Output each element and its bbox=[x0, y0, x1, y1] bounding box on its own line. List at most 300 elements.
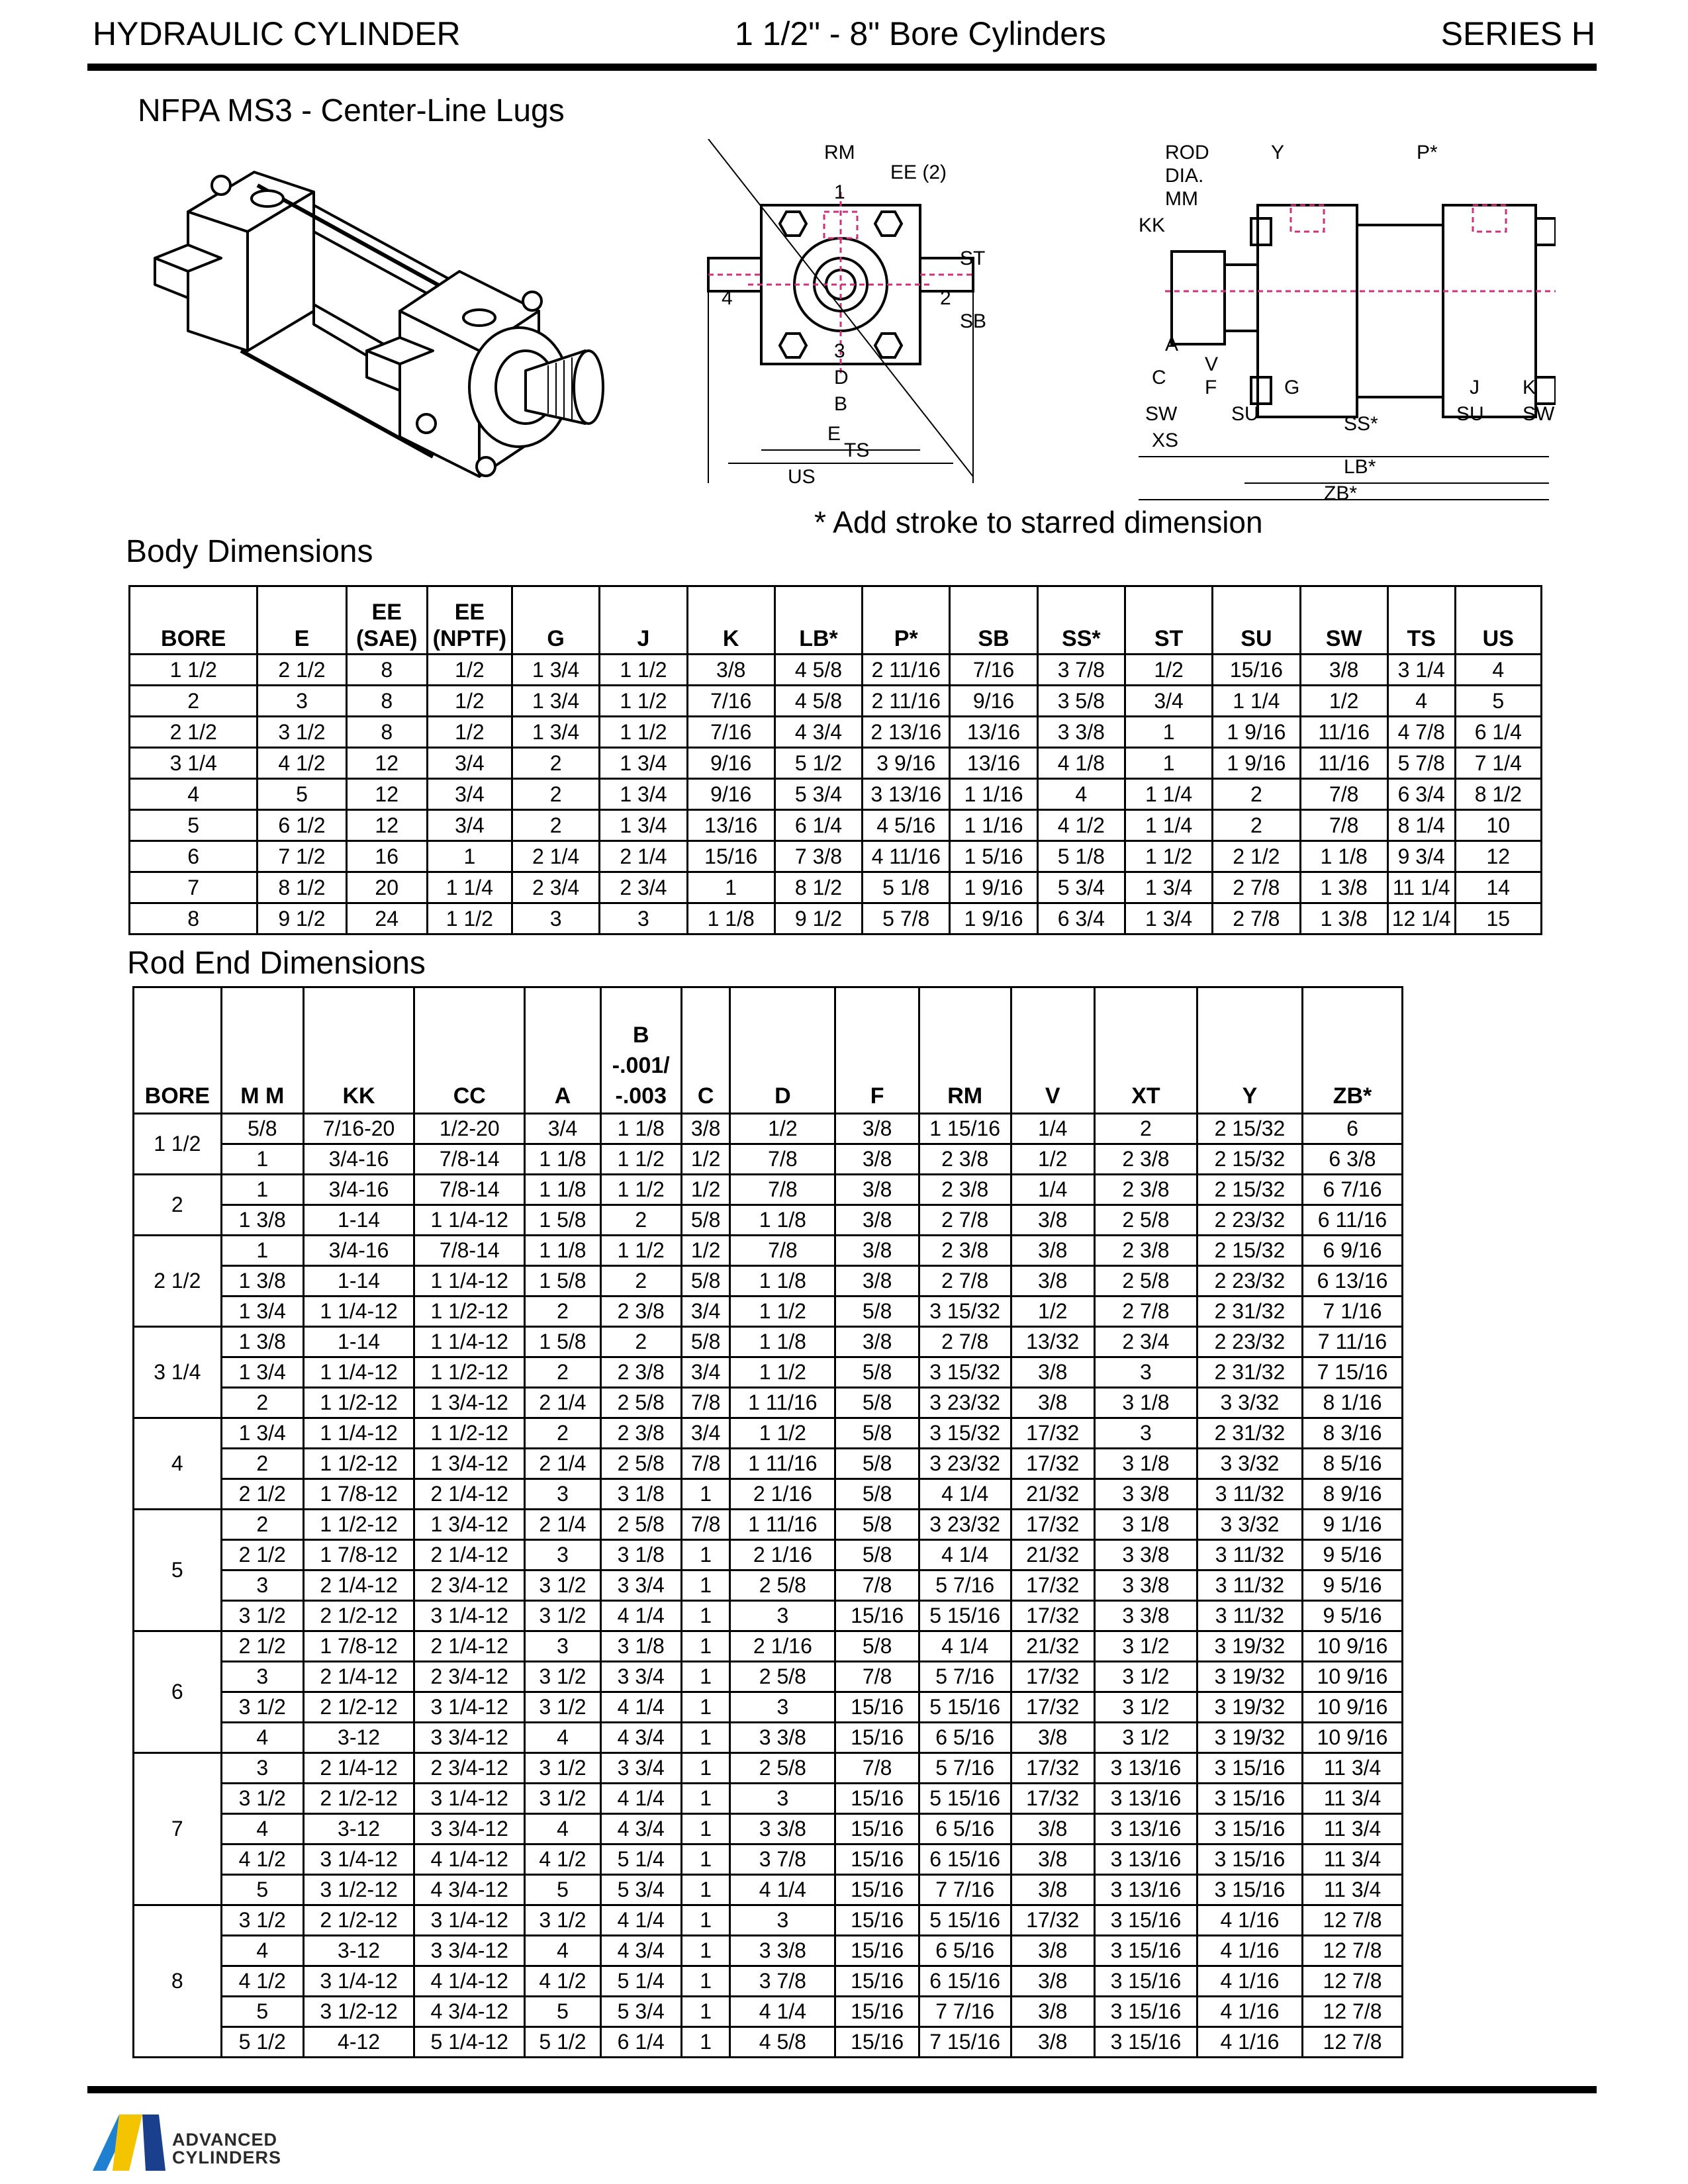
table-cell: 7 15/16 bbox=[919, 2027, 1011, 2058]
table-row bbox=[134, 1905, 1403, 1936]
table-cell: 1 bbox=[681, 1662, 729, 1692]
bore-group-cell: 3 1/4 bbox=[134, 1327, 222, 1418]
table-cell: 3 1/2 bbox=[221, 1692, 303, 1723]
table-row bbox=[134, 1236, 1403, 1266]
table-cell: 3/4 bbox=[681, 1297, 729, 1327]
svg-text:SS*: SS* bbox=[1344, 413, 1378, 435]
table-cell: 3 23/32 bbox=[919, 1510, 1011, 1540]
body-header-text: J bbox=[637, 626, 650, 651]
table-cell: 11 3/4 bbox=[1303, 1875, 1403, 1905]
table-cell: 4 1/4 bbox=[919, 1479, 1011, 1510]
table-row bbox=[134, 2027, 1403, 2058]
table-cell: 1 1/2 bbox=[730, 1297, 835, 1327]
table-cell: 3 7/8 bbox=[730, 1844, 835, 1875]
table-cell: 1 1/8 bbox=[525, 1175, 600, 1205]
table-row bbox=[134, 1570, 1403, 1601]
table-cell: 2 3/8 bbox=[919, 1175, 1011, 1205]
table-cell: 3/8 bbox=[1011, 1266, 1094, 1297]
table-cell: 5/8 bbox=[835, 1357, 919, 1388]
table-cell: 1 1/8 bbox=[730, 1327, 835, 1357]
rod-header-text: A bbox=[554, 1083, 571, 1109]
table-cell: 1 bbox=[1125, 748, 1212, 779]
table-cell: 4 1/4 bbox=[919, 1631, 1011, 1662]
table-cell: 1 1/16 bbox=[950, 810, 1037, 841]
table-cell: 3 1/2 bbox=[525, 1905, 600, 1936]
table-cell: 5 bbox=[1455, 686, 1541, 717]
table-cell: 8 bbox=[346, 686, 427, 717]
table-cell: 7 11/16 bbox=[1303, 1327, 1403, 1357]
table-cell: 3 bbox=[730, 1601, 835, 1631]
table-cell: 4 1/16 bbox=[1197, 2027, 1302, 2058]
svg-text:B: B bbox=[834, 393, 848, 415]
table-cell: 12 7/8 bbox=[1303, 2027, 1403, 2058]
table-cell: 2 1/4-12 bbox=[303, 1662, 414, 1692]
table-cell: 2 23/32 bbox=[1197, 1266, 1302, 1297]
table-cell: 6 9/16 bbox=[1303, 1236, 1403, 1266]
table-cell: 5 3/4 bbox=[600, 1997, 681, 2027]
table-cell: 10 9/16 bbox=[1303, 1662, 1403, 1692]
table-cell: 3/8 bbox=[835, 1175, 919, 1205]
table-cell: 4 1/4 bbox=[730, 1875, 835, 1905]
bore-group-cell: 5 bbox=[134, 1510, 222, 1631]
rod-header-text: F bbox=[870, 1083, 884, 1109]
table-cell: 4 bbox=[525, 1723, 600, 1753]
table-cell: 15/16 bbox=[687, 841, 774, 872]
table-cell: 7/8 bbox=[1300, 779, 1387, 810]
table-cell: 4 bbox=[221, 1723, 303, 1753]
table-cell: 21/32 bbox=[1011, 1479, 1094, 1510]
table-cell: 4 5/8 bbox=[774, 686, 862, 717]
svg-text:J: J bbox=[1470, 377, 1479, 398]
table-cell: 2 11/16 bbox=[863, 655, 950, 686]
table-cell: 1 bbox=[681, 1875, 729, 1905]
body-header-cell bbox=[950, 586, 1037, 655]
table-cell: 3/8 bbox=[1300, 655, 1387, 686]
table-cell: 7/8 bbox=[835, 1570, 919, 1601]
table-cell: 1 1/4-12 bbox=[303, 1297, 414, 1327]
table-cell: 1-14 bbox=[303, 1205, 414, 1236]
table-cell: 1 bbox=[681, 2027, 729, 2058]
body-header-text: US bbox=[1482, 626, 1514, 651]
table-cell: 1 3/4 bbox=[512, 717, 600, 748]
table-cell: 15/16 bbox=[835, 1875, 919, 1905]
table-cell: 1/2 bbox=[730, 1114, 835, 1144]
table-cell: 3 7/8 bbox=[730, 1966, 835, 1997]
table-row bbox=[130, 810, 1542, 841]
table-cell: 4 3/4-12 bbox=[414, 1997, 525, 2027]
table-cell: 3 19/32 bbox=[1197, 1662, 1302, 1692]
table-cell: 4 11/16 bbox=[863, 841, 950, 872]
table-cell: 2 1/2-12 bbox=[303, 1784, 414, 1814]
table-cell: 1 11/16 bbox=[730, 1510, 835, 1540]
table-row bbox=[134, 1814, 1403, 1844]
table-cell: 3 3/4 bbox=[600, 1570, 681, 1601]
rod-header-cell bbox=[303, 987, 414, 1114]
table-cell: 3 1/2 bbox=[525, 1662, 600, 1692]
table-cell: 9/16 bbox=[687, 779, 774, 810]
table-cell: 6 bbox=[1303, 1114, 1403, 1144]
table-cell: 1 1/4-12 bbox=[414, 1205, 525, 1236]
body-header-text: P* bbox=[894, 626, 918, 651]
table-cell: 6 11/16 bbox=[1303, 1205, 1403, 1236]
table-cell: 3 3/8 bbox=[1094, 1479, 1197, 1510]
table-cell: 3 23/32 bbox=[919, 1449, 1011, 1479]
table-cell: 4 bbox=[1387, 686, 1455, 717]
table-row bbox=[134, 1601, 1403, 1631]
table-cell: 6 15/16 bbox=[919, 1844, 1011, 1875]
table-cell: 2 5/8 bbox=[1094, 1205, 1197, 1236]
table-cell: 5 bbox=[525, 1875, 600, 1905]
rod-header-cell bbox=[681, 987, 729, 1114]
table-cell: 1/4 bbox=[1011, 1114, 1094, 1144]
table-cell: 1/2 bbox=[1011, 1144, 1094, 1175]
table-cell: 4 1/16 bbox=[1197, 1905, 1302, 1936]
table-row bbox=[130, 841, 1542, 872]
header-subtitle: 1 1/2" - 8" Bore Cylinders bbox=[735, 15, 1106, 52]
table-cell: 1 9/16 bbox=[1213, 717, 1300, 748]
svg-text:US: US bbox=[788, 466, 816, 488]
table-cell: 7/16 bbox=[950, 655, 1037, 686]
table-cell: 3 bbox=[730, 1784, 835, 1814]
table-cell: 15/16 bbox=[835, 1966, 919, 1997]
rod-header-cell bbox=[600, 987, 681, 1114]
table-cell: 5 1/4-12 bbox=[414, 2027, 525, 2058]
table-cell: 1 bbox=[221, 1236, 303, 1266]
table-row bbox=[130, 717, 1542, 748]
table-cell: 5/8 bbox=[835, 1297, 919, 1327]
table-cell: 1 bbox=[681, 1784, 729, 1814]
table-row bbox=[134, 1966, 1403, 1997]
table-cell: 12 7/8 bbox=[1303, 1905, 1403, 1936]
table-cell: 6 bbox=[130, 841, 258, 872]
table-cell: 3 1/2 bbox=[221, 1601, 303, 1631]
table-cell: 12 bbox=[1455, 841, 1541, 872]
bore-group-cell: 2 1/2 bbox=[134, 1236, 222, 1327]
svg-text:2: 2 bbox=[940, 287, 951, 309]
table-cell: 2 1/2 bbox=[130, 717, 258, 748]
table-cell: 3/4 bbox=[427, 779, 512, 810]
table-cell: 3/4-16 bbox=[303, 1144, 414, 1175]
table-cell: 5 1/2 bbox=[525, 2027, 600, 2058]
table-cell: 8 bbox=[346, 655, 427, 686]
table-cell: 2 15/32 bbox=[1197, 1175, 1302, 1205]
table-row bbox=[134, 1144, 1403, 1175]
table-cell: 2 5/8 bbox=[730, 1662, 835, 1692]
table-cell: 5/8 bbox=[835, 1540, 919, 1570]
body-header-text: SU bbox=[1241, 626, 1272, 651]
svg-text:K: K bbox=[1523, 377, 1536, 398]
table-cell: 17/32 bbox=[1011, 1570, 1094, 1601]
table-cell: 5 bbox=[221, 1875, 303, 1905]
table-cell: 1/2 bbox=[681, 1236, 729, 1266]
table-cell: 2 31/32 bbox=[1197, 1297, 1302, 1327]
table-cell: 10 9/16 bbox=[1303, 1692, 1403, 1723]
table-cell: 2 3/8 bbox=[919, 1144, 1011, 1175]
body-header-text: LB* bbox=[799, 626, 838, 651]
table-cell: 5 7/8 bbox=[863, 903, 950, 934]
svg-text:C: C bbox=[1152, 367, 1166, 388]
svg-text:ROD: ROD bbox=[1165, 142, 1209, 163]
table-cell: 17/32 bbox=[1011, 1905, 1094, 1936]
table-cell: 15/16 bbox=[835, 1601, 919, 1631]
table-row bbox=[134, 1327, 1403, 1357]
table-cell: 1/2 bbox=[427, 717, 512, 748]
table-cell: 3 1/2 bbox=[1094, 1692, 1197, 1723]
table-cell: 15/16 bbox=[835, 1784, 919, 1814]
table-cell: 1 3/4 bbox=[1125, 872, 1212, 903]
table-cell: 1 bbox=[681, 1601, 729, 1631]
table-cell: 3 bbox=[1094, 1357, 1197, 1388]
table-cell: 2 7/8 bbox=[919, 1327, 1011, 1357]
table-cell: 7/8-14 bbox=[414, 1144, 525, 1175]
body-header-text: SS* bbox=[1062, 626, 1101, 651]
svg-text:KK: KK bbox=[1139, 214, 1166, 236]
table-cell: 9 1/16 bbox=[1303, 1510, 1403, 1540]
table-cell: 9 1/2 bbox=[258, 903, 346, 934]
table-cell: 1 1/8 bbox=[730, 1205, 835, 1236]
table-cell: 2 1/2-12 bbox=[303, 1601, 414, 1631]
table-cell: 4 bbox=[221, 1814, 303, 1844]
table-cell: 3 1/2 bbox=[1094, 1662, 1197, 1692]
table-cell: 1 1/2 bbox=[600, 717, 687, 748]
table-cell: 7/8 bbox=[681, 1510, 729, 1540]
table-cell: 2 bbox=[600, 1205, 681, 1236]
body-header-text: SB bbox=[978, 626, 1009, 651]
table-cell: 6 3/4 bbox=[1387, 779, 1455, 810]
table-cell: 13/16 bbox=[687, 810, 774, 841]
table-cell: 2 bbox=[1213, 810, 1300, 841]
table-cell: 2 1/4-12 bbox=[414, 1540, 525, 1570]
table-cell: 4 1/8 bbox=[1037, 748, 1125, 779]
table-row bbox=[130, 903, 1542, 934]
table-cell: 1 3/4 bbox=[600, 748, 687, 779]
table-cell: 1 3/4 bbox=[512, 655, 600, 686]
table-cell: 2 23/32 bbox=[1197, 1327, 1302, 1357]
table-cell: 3 3/32 bbox=[1197, 1449, 1302, 1479]
header-title: HYDRAULIC CYLINDER bbox=[93, 15, 461, 52]
table-cell: 5 15/16 bbox=[919, 1905, 1011, 1936]
table-cell: 4 5/8 bbox=[730, 2027, 835, 2058]
svg-text:G: G bbox=[1284, 377, 1300, 398]
table-cell: 21/32 bbox=[1011, 1540, 1094, 1570]
table-cell: 2 23/32 bbox=[1197, 1205, 1302, 1236]
table-cell: 2 1/16 bbox=[730, 1631, 835, 1662]
table-cell: 2 1/4 bbox=[525, 1449, 600, 1479]
table-cell: 3 bbox=[221, 1570, 303, 1601]
table-cell: 3/8 bbox=[1011, 1997, 1094, 2027]
table-cell: 5/8 bbox=[221, 1114, 303, 1144]
table-cell: 1 1/2 bbox=[600, 1175, 681, 1205]
table-cell: 4 1/2 bbox=[525, 1966, 600, 1997]
body-header-text: SW bbox=[1325, 626, 1362, 651]
table-cell: 5 15/16 bbox=[919, 1784, 1011, 1814]
table-cell: 11 3/4 bbox=[1303, 1814, 1403, 1844]
table-cell: 2 bbox=[600, 1266, 681, 1297]
body-header-text: BORE bbox=[161, 626, 226, 651]
table-cell: 2 1/4 bbox=[600, 841, 687, 872]
table-cell: 8 1/16 bbox=[1303, 1388, 1403, 1418]
table-cell: 1 bbox=[681, 1753, 729, 1784]
rod-header-text: CC bbox=[453, 1083, 486, 1109]
rod-header-text: -.003 bbox=[615, 1083, 667, 1109]
table-cell: 7/8 bbox=[681, 1449, 729, 1479]
body-table-header-row bbox=[130, 586, 1542, 655]
table-row bbox=[134, 1753, 1403, 1784]
table-cell: 4 1/4 bbox=[600, 1601, 681, 1631]
table-cell: 9 5/16 bbox=[1303, 1570, 1403, 1601]
table-cell: 3 bbox=[730, 1905, 835, 1936]
svg-text:LB*: LB* bbox=[1344, 456, 1376, 478]
table-cell: 4 1/16 bbox=[1197, 1997, 1302, 2027]
table-cell: 3/8 bbox=[835, 1327, 919, 1357]
table-cell: 3 1/2 bbox=[525, 1692, 600, 1723]
rod-header-text: Y bbox=[1242, 1083, 1258, 1109]
table-cell: 5/8 bbox=[835, 1388, 919, 1418]
table-cell: 3 3/8 bbox=[730, 1814, 835, 1844]
table-cell: 8 bbox=[346, 717, 427, 748]
rod-header-text: RM bbox=[947, 1083, 983, 1109]
table-cell: 17/32 bbox=[1011, 1449, 1094, 1479]
table-cell: 3/4 bbox=[427, 810, 512, 841]
rod-header-text: C bbox=[697, 1083, 714, 1109]
table-cell: 3 11/32 bbox=[1197, 1479, 1302, 1510]
header-rule bbox=[87, 64, 1597, 71]
table-cell: 4 1/4 bbox=[600, 1905, 681, 1936]
table-cell: 2 bbox=[600, 1327, 681, 1357]
table-cell: 9 3/4 bbox=[1387, 841, 1455, 872]
rod-header-cell bbox=[730, 987, 835, 1114]
table-cell: 9 5/16 bbox=[1303, 1540, 1403, 1570]
table-cell: 2 1/4 bbox=[525, 1388, 600, 1418]
table-cell: 2 1/16 bbox=[730, 1479, 835, 1510]
table-cell: 4 3/4 bbox=[600, 1814, 681, 1844]
table-cell: 1 3/4 bbox=[600, 779, 687, 810]
table-cell: 2 bbox=[221, 1388, 303, 1418]
table-cell: 3/8 bbox=[1011, 1236, 1094, 1266]
table-cell: 2 bbox=[1213, 779, 1300, 810]
table-cell: 2 31/32 bbox=[1197, 1418, 1302, 1449]
table-row bbox=[134, 1297, 1403, 1327]
rod-header-cell bbox=[221, 987, 303, 1114]
table-cell: 2 1/2 bbox=[221, 1479, 303, 1510]
table-cell: 2 13/16 bbox=[863, 717, 950, 748]
table-cell: 3 15/32 bbox=[919, 1297, 1011, 1327]
table-cell: 15/16 bbox=[835, 1814, 919, 1844]
table-cell: 5 15/16 bbox=[919, 1601, 1011, 1631]
table-cell: 1 1/2 bbox=[1125, 841, 1212, 872]
table-cell: 8 1/2 bbox=[258, 872, 346, 903]
table-cell: 3/8 bbox=[835, 1114, 919, 1144]
table-cell: 1 5/8 bbox=[525, 1205, 600, 1236]
table-cell: 5 1/4 bbox=[600, 1844, 681, 1875]
table-cell: 6 5/16 bbox=[919, 1723, 1011, 1753]
table-cell: 1 9/16 bbox=[1213, 748, 1300, 779]
table-cell: 2 31/32 bbox=[1197, 1357, 1302, 1388]
table-cell: 2 bbox=[512, 779, 600, 810]
table-cell: 4 bbox=[525, 1936, 600, 1966]
table-cell: 1 9/16 bbox=[950, 903, 1037, 934]
rod-header-text: BORE bbox=[144, 1083, 210, 1109]
table-cell: 7/8 bbox=[681, 1388, 729, 1418]
table-cell: 6 1/4 bbox=[1455, 717, 1541, 748]
table-cell: 3 3/32 bbox=[1197, 1510, 1302, 1540]
table-cell: 1 3/4-12 bbox=[414, 1449, 525, 1479]
table-cell: 3 1/8 bbox=[600, 1540, 681, 1570]
table-cell: 3/8 bbox=[1011, 1875, 1094, 1905]
table-cell: 3 1/4-12 bbox=[414, 1784, 525, 1814]
table-cell: 6 3/8 bbox=[1303, 1144, 1403, 1175]
table-cell: 11 1/4 bbox=[1387, 872, 1455, 903]
table-cell: 5 bbox=[221, 1997, 303, 2027]
table-cell: 3 3/4-12 bbox=[414, 1723, 525, 1753]
table-cell: 1 1/4-12 bbox=[303, 1357, 414, 1388]
table-cell: 17/32 bbox=[1011, 1662, 1094, 1692]
bore-group-cell: 7 bbox=[134, 1753, 222, 1905]
table-cell: 3 1/2 bbox=[525, 1570, 600, 1601]
table-cell: 4 1/4 bbox=[600, 1784, 681, 1814]
rod-header-text: XT bbox=[1131, 1083, 1160, 1109]
svg-text:SB: SB bbox=[960, 310, 986, 332]
body-header-cell bbox=[346, 586, 427, 655]
body-header-cell bbox=[1037, 586, 1125, 655]
table-cell: 7/8-14 bbox=[414, 1175, 525, 1205]
table-cell: 2 5/8 bbox=[730, 1753, 835, 1784]
body-header-cell bbox=[427, 586, 512, 655]
table-cell: 3-12 bbox=[303, 1936, 414, 1966]
table-cell: 2 7/8 bbox=[919, 1266, 1011, 1297]
bore-group-cell: 1 1/2 bbox=[134, 1114, 222, 1175]
table-cell: 1 5/16 bbox=[950, 841, 1037, 872]
table-cell: 3 1/8 bbox=[600, 1631, 681, 1662]
table-cell: 8 9/16 bbox=[1303, 1479, 1403, 1510]
table-cell: 2 5/8 bbox=[730, 1570, 835, 1601]
table-cell: 3 1/8 bbox=[1094, 1510, 1197, 1540]
table-cell: 6 13/16 bbox=[1303, 1266, 1403, 1297]
table-cell: 7/8-14 bbox=[414, 1236, 525, 1266]
table-cell: 3/8 bbox=[687, 655, 774, 686]
table-cell: 1-14 bbox=[303, 1266, 414, 1297]
table-cell: 2 5/8 bbox=[600, 1388, 681, 1418]
table-cell: 3/4 bbox=[525, 1114, 600, 1144]
table-cell: 5/8 bbox=[835, 1631, 919, 1662]
table-row bbox=[130, 748, 1542, 779]
table-cell: 1 1/2-12 bbox=[414, 1418, 525, 1449]
table-cell: 3 bbox=[525, 1631, 600, 1662]
table-cell: 6 15/16 bbox=[919, 1966, 1011, 1997]
table-cell: 4 3/4 bbox=[774, 717, 862, 748]
table-cell: 1 3/4-12 bbox=[414, 1510, 525, 1540]
table-cell: 5 1/2 bbox=[774, 748, 862, 779]
table-cell: 2 3/8 bbox=[919, 1236, 1011, 1266]
body-header-cell bbox=[687, 586, 774, 655]
table-cell: 3/4-16 bbox=[303, 1236, 414, 1266]
table-cell: 2 3/8 bbox=[1094, 1144, 1197, 1175]
table-cell: 3 15/16 bbox=[1197, 1753, 1302, 1784]
table-cell: 2 1/2-12 bbox=[303, 1692, 414, 1723]
table-cell: 3 bbox=[730, 1692, 835, 1723]
table-cell: 3 1/4-12 bbox=[414, 1601, 525, 1631]
body-header-cell bbox=[1125, 586, 1212, 655]
table-cell: 3/4 bbox=[427, 748, 512, 779]
table-cell: 1 1/4-12 bbox=[414, 1327, 525, 1357]
table-cell: 3-12 bbox=[303, 1723, 414, 1753]
table-cell: 1 1/2-12 bbox=[303, 1510, 414, 1540]
table-cell: 2 3/4 bbox=[512, 872, 600, 903]
table-cell: 20 bbox=[346, 872, 427, 903]
footer-rule bbox=[87, 2086, 1597, 2093]
body-header-text: K bbox=[722, 626, 739, 651]
body-header-text: (SAE) bbox=[355, 626, 418, 651]
